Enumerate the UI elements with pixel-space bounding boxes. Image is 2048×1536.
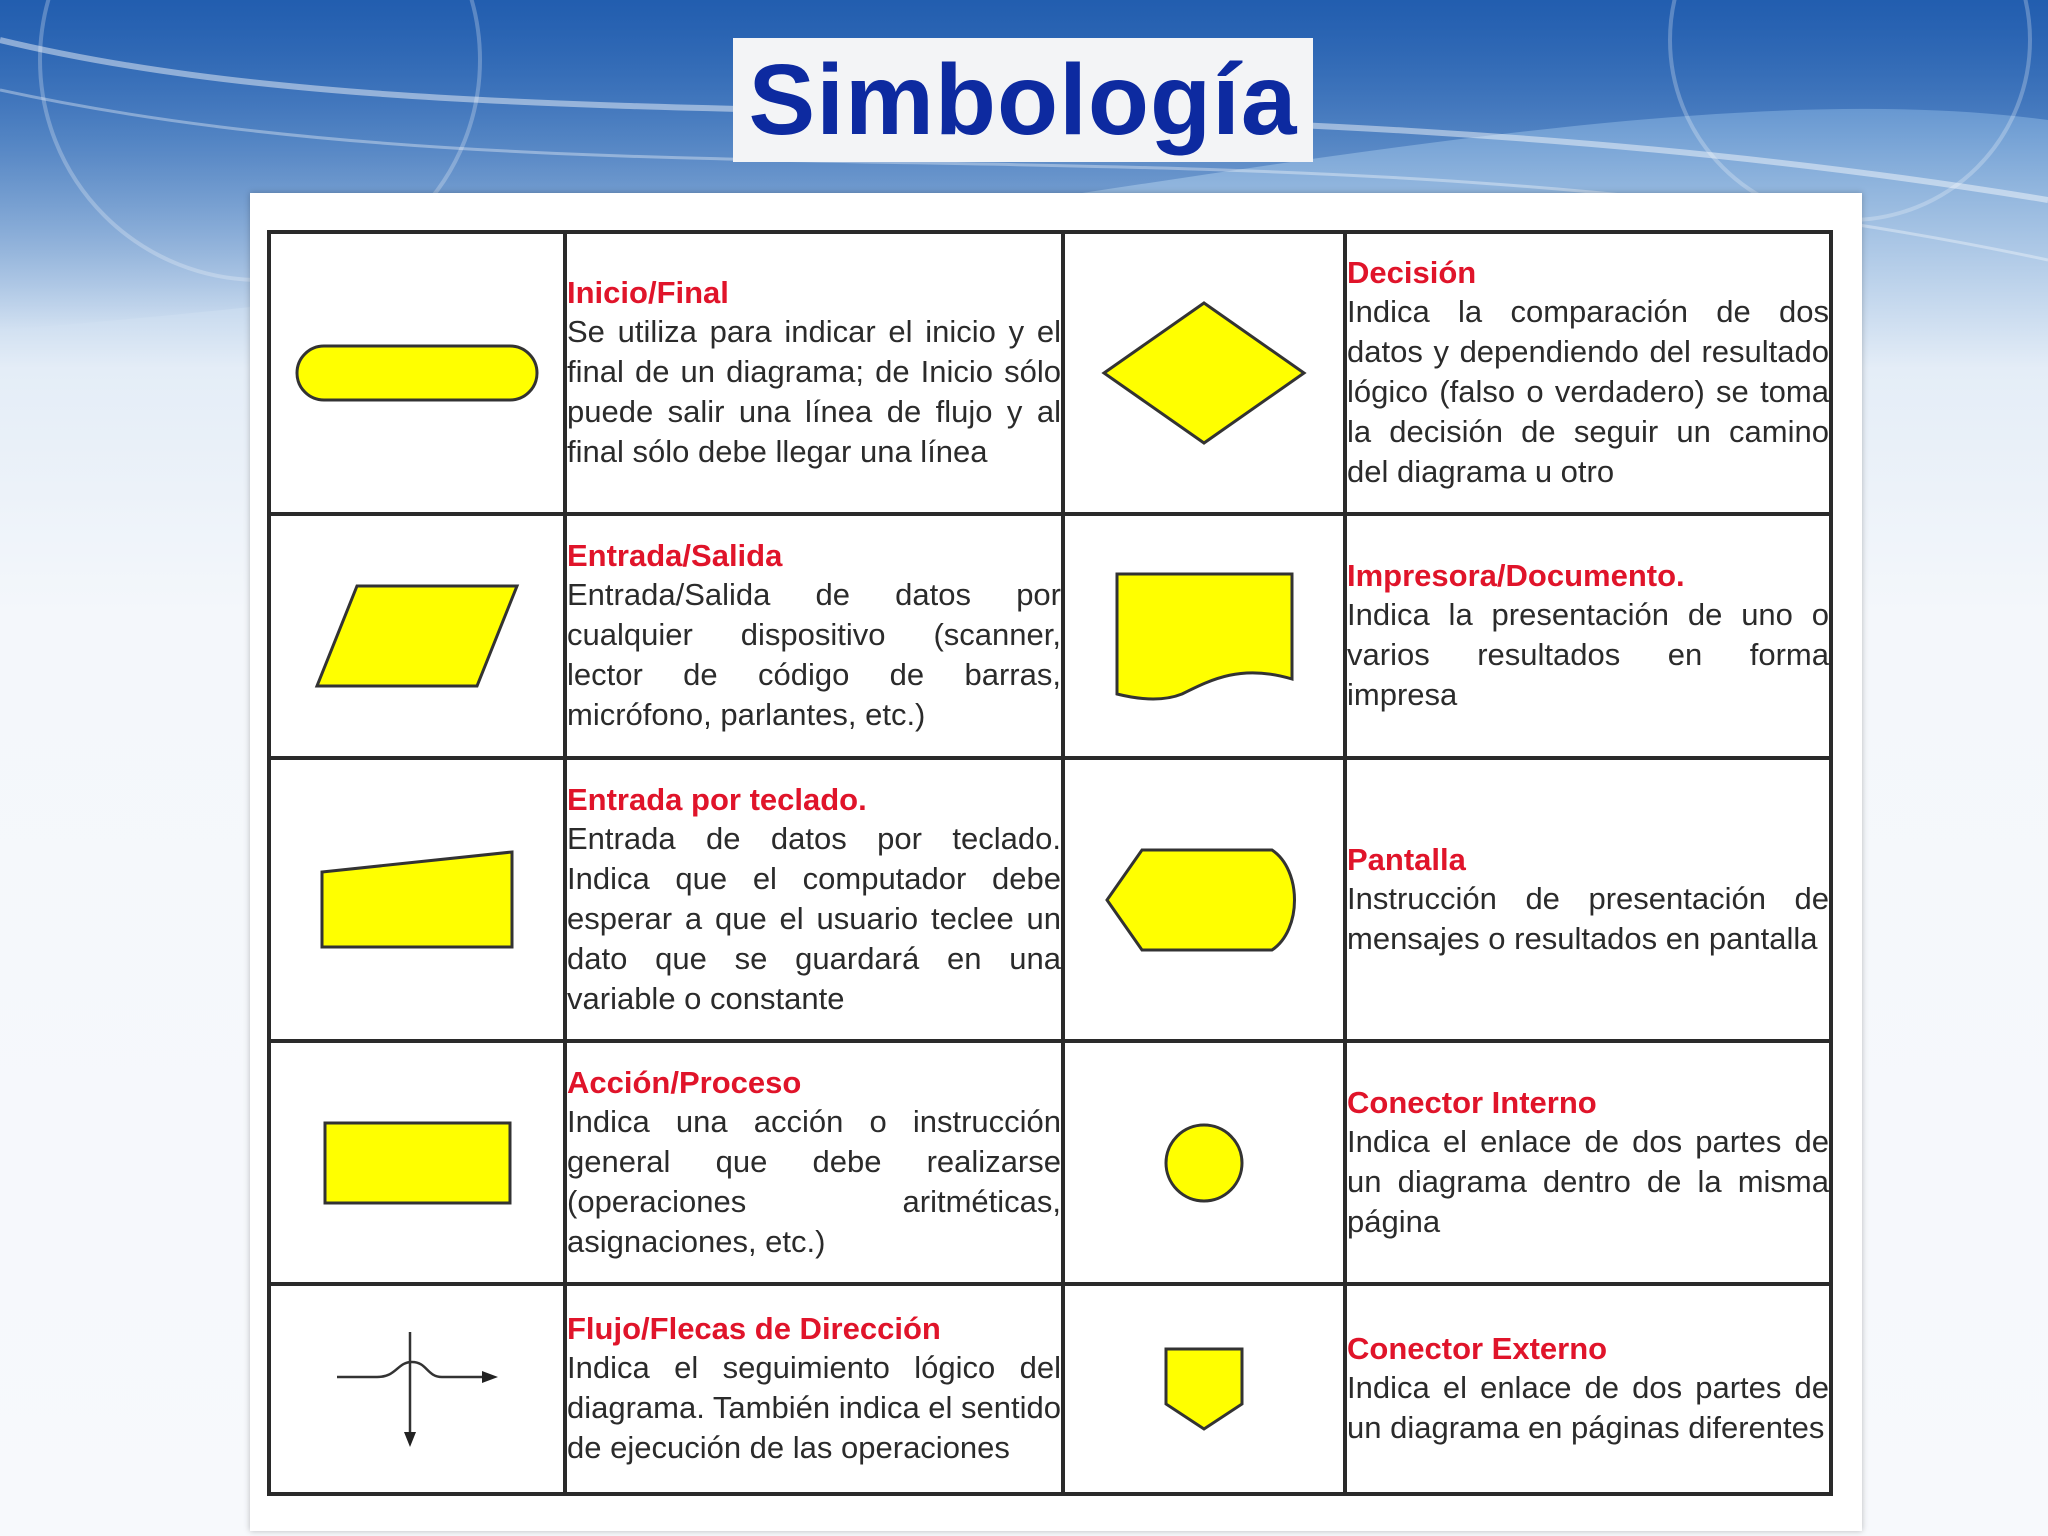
table-row <box>269 514 1831 758</box>
description-cell <box>565 1041 1063 1284</box>
item-title: Entrada/Salida <box>567 538 783 573</box>
description-cell <box>565 1284 1063 1494</box>
item-description: Indica el seguimiento lógico del diagrama. También indica el sentido de ejecución de las operaciones <box>567 1350 1062 1465</box>
description-cell <box>565 514 1063 758</box>
item-description: Indica el enlace de dos partes de un diagrama en páginas diferentes <box>1347 1370 1829 1445</box>
shape-cell <box>269 514 565 758</box>
shape-cell <box>1063 758 1345 1041</box>
item-description: Indica la comparación de dos datos y dependiendo del resultado lógico (falso o verdadero) se toma la decisión de seguir un camino del diagrama u otro <box>1347 294 1829 489</box>
shape-cell <box>269 1041 565 1284</box>
item-description: Entrada/Salida de datos por cualquier dispositivo (scanner, lector de código de barras, micrófono, parlantes, etc.) <box>567 577 1061 732</box>
description-cell <box>1345 232 1831 514</box>
item-description: Entrada de datos por teclado. Indica que el computador debe esperar a que el usuario teclee un dato que se guardará en una variable o constante <box>567 820 1061 1016</box>
shape-cell <box>1063 1284 1345 1494</box>
item-title: Acción/Proceso <box>567 1064 802 1100</box>
item-title: Impresora/Documento. <box>1347 558 1685 593</box>
decision-shape <box>1099 298 1309 448</box>
item-description: Se utiliza para indicar el inicio y el final de un diagrama; de Inicio sólo puede salir una línea de flujo y al final sólo debe llegar una línea <box>567 314 1061 469</box>
symbol-table-panel <box>250 193 1862 1531</box>
item-title: Conector Interno <box>1347 1084 1597 1120</box>
item-description: Indica el enlace de dos partes de un diagrama dentro de la misma página <box>1347 1123 1829 1239</box>
shape-cell <box>1063 1041 1345 1284</box>
item-title: Pantalla <box>1347 841 1466 877</box>
shape-cell <box>269 1284 565 1494</box>
symbol-table <box>267 230 1833 1496</box>
table-row <box>269 232 1831 514</box>
page-title: Simbología <box>748 43 1298 156</box>
item-title: Conector Externo <box>1347 1331 1608 1366</box>
item-title: Flujo/Flecas de Dirección <box>567 1311 941 1346</box>
item-title: Decisión <box>1347 255 1477 290</box>
table-row <box>269 758 1831 1041</box>
table-row <box>269 1284 1831 1494</box>
item-title: Inicio/Final <box>567 275 729 310</box>
item-description: Instrucción de presentación de mensajes o resultados en pantalla <box>1347 880 1829 956</box>
terminal-shape <box>292 338 542 408</box>
item-description: Indica la presentación de uno o varios resultados en forma impresa <box>1347 597 1829 712</box>
description-cell <box>565 232 1063 514</box>
manual-input-shape <box>317 847 517 952</box>
shape-cell <box>269 232 565 514</box>
input-output-shape <box>312 581 522 691</box>
title-box <box>733 38 1313 162</box>
description-cell <box>1345 758 1831 1041</box>
flow-arrows-shape <box>332 1327 502 1452</box>
description-cell <box>565 758 1063 1041</box>
table-row <box>269 1041 1831 1284</box>
offpage-connector-shape <box>1161 1344 1247 1434</box>
item-description: Indica una acción o instrucción general que debe realizarse (operaciones aritméticas, asignaciones, etc.) <box>567 1103 1061 1259</box>
shape-cell <box>1063 514 1345 758</box>
connector-shape <box>1162 1121 1246 1205</box>
shape-cell <box>1063 232 1345 514</box>
document-shape <box>1112 569 1297 704</box>
description-cell <box>1345 1041 1831 1284</box>
description-cell <box>1345 1284 1831 1494</box>
description-cell <box>1345 514 1831 758</box>
item-title: Entrada por teclado. <box>567 781 867 817</box>
process-shape <box>320 1118 515 1208</box>
display-shape <box>1102 845 1307 955</box>
shape-cell <box>269 758 565 1041</box>
